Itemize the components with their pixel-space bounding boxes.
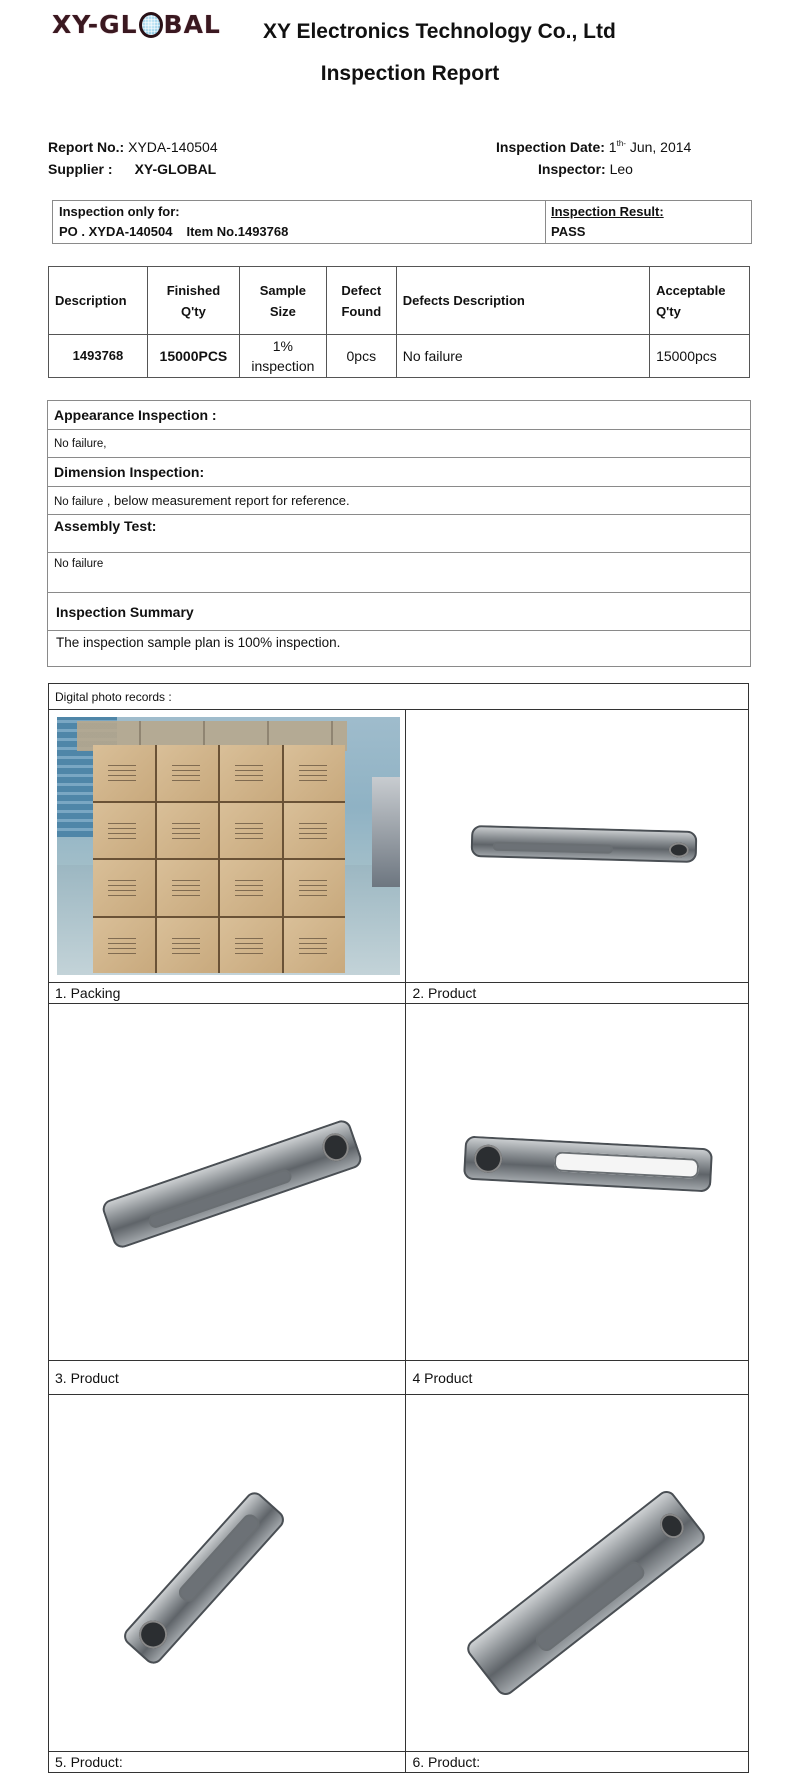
cell-defects-description: No failure (396, 335, 649, 378)
page-title: Inspection Report (320, 62, 500, 85)
cell-acceptable-qty: 15000pcs (650, 335, 750, 378)
inspection-for-box (52, 200, 752, 244)
logo-text-right: BAL (163, 10, 221, 39)
photo-records-header: Digital photo records : (49, 684, 749, 710)
cell-description: 1493768 (49, 335, 148, 378)
po-number (59, 224, 288, 239)
inspection-date-rest: Jun, 2014 (625, 139, 692, 155)
caption-3: 3. Product (49, 1361, 406, 1395)
inspection-result-value: PASS (551, 224, 586, 239)
inspection-summary-value: The inspection sample plan is 100% inspection. (48, 631, 751, 667)
caption-5: 5. Product: (49, 1752, 406, 1773)
dimension-inspection-value: No failure , below measurement report for reference. (48, 487, 751, 515)
inspection-date (496, 139, 691, 155)
report-no-value: XYDA-140504 (124, 139, 218, 155)
inspection-for-label: Inspection only for: (59, 204, 180, 219)
col-header-description: Description (49, 267, 148, 335)
inspector-value: Leo (605, 161, 633, 177)
report-no (48, 139, 218, 155)
supplier (48, 161, 216, 177)
product-image-5 (120, 1488, 288, 1667)
cell-finished-qty: 15000PCS (147, 335, 239, 378)
packing-image (57, 717, 400, 975)
logo-text-left: XY-GL (52, 10, 138, 39)
inspection-date-label: Inspection Date: (496, 139, 605, 155)
photo-packing (49, 710, 406, 983)
supplier-label: Supplier : (48, 161, 113, 177)
dimension-inspection-title: Dimension Inspection: (48, 458, 751, 487)
company-name: XY Electronics Technology Co., Ltd (263, 20, 616, 43)
product-image-2 (471, 825, 698, 863)
cell-sample-size: 1% inspection (239, 335, 326, 378)
col-header-acceptable-qty: Acceptable Q'ty (650, 267, 750, 335)
report-no-label: Report No.: (48, 139, 125, 155)
appearance-inspection-title: Appearance Inspection : (48, 401, 751, 430)
photo-product-3 (49, 1004, 406, 1361)
caption-4: 4 Product (406, 1361, 749, 1395)
col-header-sample-size: Sample Size (239, 267, 326, 335)
inspection-summary-title: Inspection Summary (48, 593, 751, 631)
col-header-defect-found: Defect Found (326, 267, 396, 335)
photo-records-table (48, 683, 749, 1773)
inspector (538, 161, 633, 177)
caption-6: 6. Product: (406, 1752, 749, 1773)
supplier-value: XY-GLOBAL (134, 161, 217, 177)
cell-defect-found: 0pcs (326, 335, 396, 378)
photo-product-4 (406, 1004, 749, 1361)
assembly-test-value: No failure (48, 553, 751, 593)
photo-product-5 (49, 1395, 406, 1752)
item-number: Item No.1493768 (186, 224, 289, 239)
inspection-sections (47, 400, 751, 667)
inspection-result-label: Inspection Result: (551, 204, 664, 219)
caption-1: 1. Packing (49, 983, 406, 1004)
caption-2: 2. Product (406, 983, 749, 1004)
inspection-table (48, 266, 750, 378)
po-value: PO . XYDA-140504 (59, 224, 173, 239)
inspection-date-day: 1 (604, 139, 617, 155)
photo-product-2 (406, 710, 749, 983)
product-image-3 (100, 1118, 364, 1251)
col-header-defects-description: Defects Description (396, 267, 649, 335)
product-image-6 (464, 1487, 710, 1699)
appearance-inspection-value: No failure, (48, 430, 751, 458)
col-header-finished-qty: Finished Q'ty (147, 267, 239, 335)
inspector-label: Inspector: (538, 161, 606, 177)
table-header-row (49, 267, 750, 335)
inspection-for-cell (53, 201, 546, 243)
company-logo (52, 11, 250, 39)
photo-product-6 (406, 1395, 749, 1752)
globe-icon (139, 12, 163, 38)
product-image-4 (464, 1136, 714, 1193)
inspection-date-suffix: th- (616, 139, 626, 148)
inspection-result-cell (545, 201, 751, 243)
table-row (49, 335, 750, 378)
assembly-test-title: Assembly Test: (48, 515, 751, 553)
